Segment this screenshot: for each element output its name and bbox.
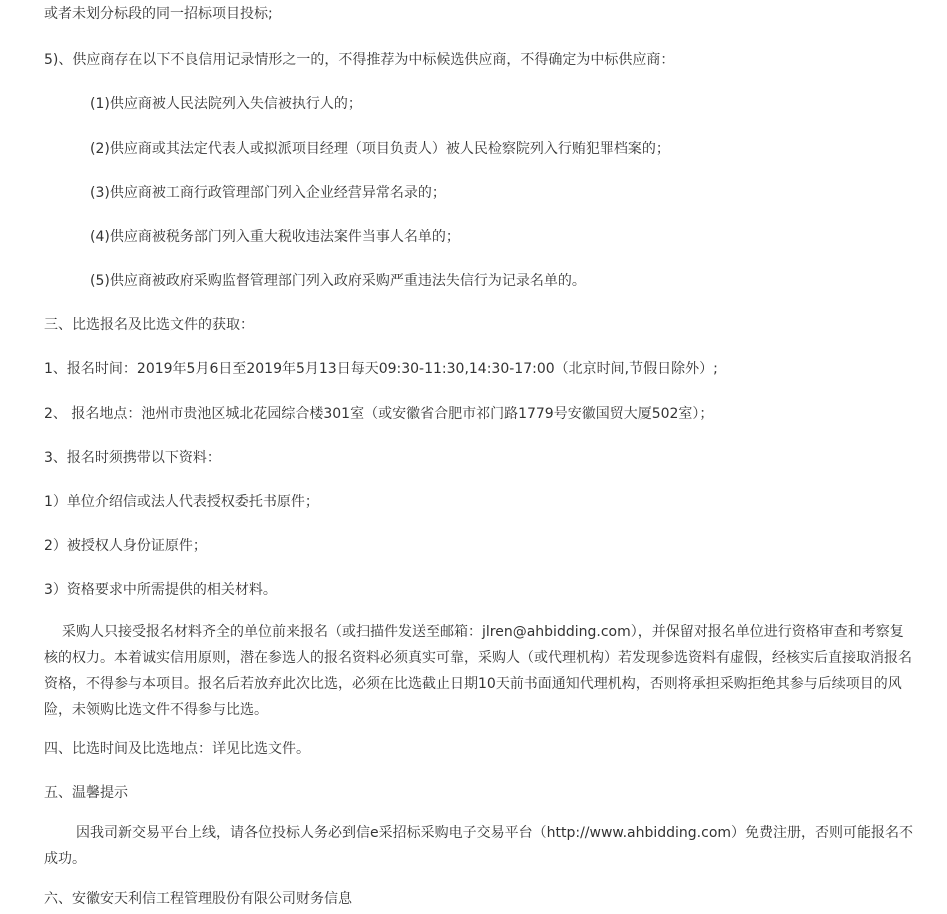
material-item-3: 3）资格要求中所需提供的相关材料。 <box>44 582 277 598</box>
list-item-4: (4)供应商被税务部门列入重大税收违法案件当事人名单的； <box>90 229 460 245</box>
text-line-1: 或者未划分标段的同一招标项目投标; <box>44 6 273 22</box>
list-item-2: (2)供应商或其法定代表人或拟派项目经理（项目负责人）被人民检察院列入行贿犯罪档案的； <box>90 141 670 157</box>
list-item-1: (1)供应商被人民法院列入失信被执行人的； <box>90 96 362 112</box>
notice-paragraph: 因我司新交易平台上线，请各位投标人务必到信e采招标采购电子交易平台（http://www.ahbidding.com）免费注册，否则可能报名不成功。 <box>44 825 914 867</box>
section-heading-5: 五、温馨提示 <box>44 785 128 801</box>
material-item-1: 1）单位介绍信或法人代表授权委托书原件； <box>44 494 319 510</box>
required-materials-heading: 3、报名时须携带以下资料： <box>44 450 221 466</box>
list-item-3: (3)供应商被工商行政管理部门列入企业经营异常名录的； <box>90 185 446 201</box>
registration-paragraph: 采购人只接受报名材料齐全的单位前来报名（或扫描件发送至邮箱：jlren@ahbidding.com），并保留对报名单位进行资格审查和考察复核的权力。本着诚实信用原则，潜在参选人的报名资料必须真实可靠，采购人（或代理机构）若发现参选资料有虚假，经核实后直接取消报名资格，不得参与本项目。报名后若放弃此次比选，必须在比选截止日期10天前书面通知代理机构，否则将承担采购拒绝其参与后续项目的风险，未领购比选文件不得参与比选。 <box>44 624 912 718</box>
section-heading-6: 六、安徽安天利信工程管理股份有限公司财务信息 <box>44 891 352 907</box>
section-heading-4: 四、比选时间及比选地点：详见比选文件。 <box>44 741 310 757</box>
section-heading-3: 三、比选报名及比选文件的获取： <box>44 317 254 333</box>
registration-time: 1、报名时间：2019年5月6日至2019年5月13日每天09:30-11:30,14:30-17:00（北京时间,节假日除外）; <box>44 361 718 377</box>
material-item-2: 2）被授权人身份证原件； <box>44 538 207 554</box>
list-item-5: (5)供应商被政府采购监督管理部门列入政府采购严重违法失信行为记录名单的。 <box>90 273 586 289</box>
text-line-2: 5)、供应商存在以下不良信用记录情形之一的，不得推荐为中标候选供应商，不得确定为中标供应商： <box>44 52 675 68</box>
registration-location: 2、 报名地点：池州市贵池区城北花园综合楼301室（或安徽省合肥市祁门路1779号安徽国贸大厦502室）； <box>44 406 714 422</box>
